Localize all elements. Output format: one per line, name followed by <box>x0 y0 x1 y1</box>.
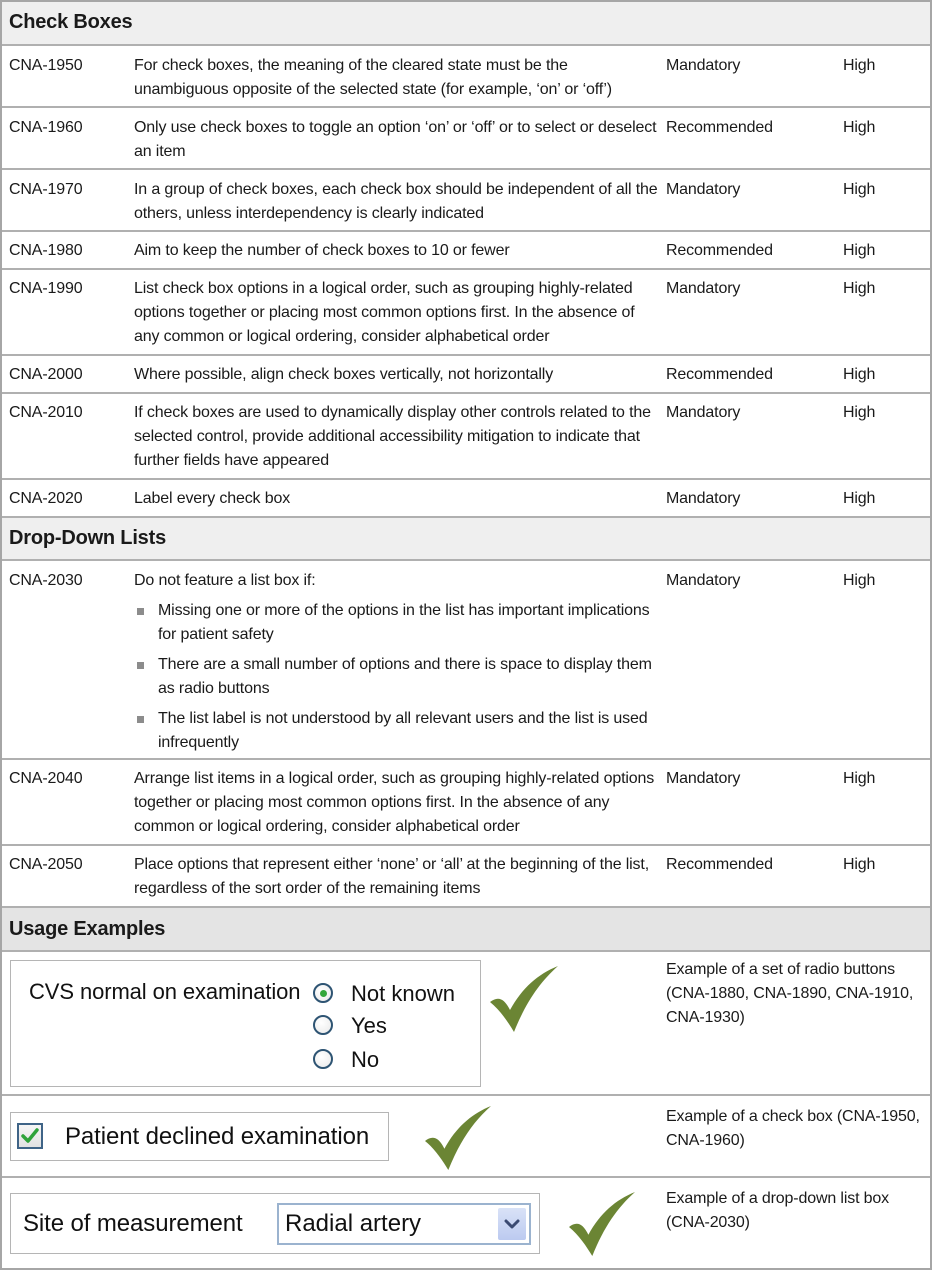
dropdown-label: Site of measurement <box>23 1210 243 1237</box>
requirement-id: CNA-1950 <box>9 57 83 74</box>
radio-group-label: CVS normal on examination <box>29 979 301 1004</box>
requirement-type: Recommended <box>666 242 773 259</box>
requirement-type: Mandatory <box>666 404 741 421</box>
requirement-id: CNA-2020 <box>9 490 83 507</box>
requirement-priority: High <box>843 242 876 259</box>
table-row <box>2 760 930 846</box>
requirement-priority: High <box>843 181 876 198</box>
site-of-measurement-select[interactable] <box>277 1203 531 1245</box>
table-row <box>2 170 930 232</box>
requirement-type: Mandatory <box>666 280 741 297</box>
requirement-id: CNA-1980 <box>9 242 83 259</box>
check-mark-icon <box>422 1106 494 1172</box>
requirement-priority: High <box>843 119 876 136</box>
patient-declined-checkbox[interactable] <box>17 1123 43 1149</box>
requirement-type: Recommended <box>666 366 773 383</box>
bullet-item: The list label is not understood by all relevant users and the list is used infrequently <box>134 707 654 755</box>
example-row-drop-down <box>2 1178 930 1270</box>
table-row <box>2 561 930 760</box>
table-row <box>2 846 930 908</box>
requirement-priority: High <box>843 490 876 507</box>
example-description: Example of a check box (CNA-1950, CNA-1960) <box>666 1108 920 1149</box>
requirement-priority: High <box>843 280 876 297</box>
radio-yes[interactable] <box>313 1015 333 1035</box>
requirement-text: List check box options in a logical order, such as grouping highly-related options together or placing most common options first. In the absence of any common or logical ordering, consider alphabetical order <box>134 280 635 345</box>
requirement-id: CNA-1970 <box>9 181 83 198</box>
checkbox-label: Patient declined examination <box>65 1123 370 1150</box>
table-row <box>2 46 930 108</box>
radio-not-known[interactable] <box>313 983 333 1003</box>
requirement-text: Where possible, align check boxes vertically, not horizontally <box>134 366 554 383</box>
square-bullet-icon <box>137 716 144 723</box>
requirement-text: If check boxes are used to dynamically display other controls related to the selected control, provide additional accessibility mitigation to indicate that further fields have appeared <box>134 404 651 469</box>
table-row <box>2 356 930 394</box>
bullet-item: There are a small number of options and there is space to display them as radio buttons <box>134 653 654 701</box>
requirement-priority: High <box>843 856 876 873</box>
radio-no[interactable] <box>313 1049 333 1069</box>
section-header-drop-down-lists <box>2 518 930 561</box>
section-title: Usage Examples <box>9 918 166 940</box>
requirement-priority: High <box>843 57 876 74</box>
requirement-priority: High <box>843 572 876 589</box>
section-title: Drop-Down Lists <box>9 527 166 549</box>
radio-group-mockup <box>10 960 481 1087</box>
requirement-text: Place options that represent either ‘none’ or ‘all’ at the beginning of the list, regardless of the sort order of the remaining items <box>134 856 649 897</box>
check-mark-icon <box>566 1192 638 1258</box>
requirement-text: Do not feature a list box if: <box>134 572 316 589</box>
check-mark-icon <box>488 966 560 1034</box>
radio-label: Yes <box>351 1013 387 1038</box>
requirement-text: Label every check box <box>134 490 291 507</box>
requirement-id: CNA-2030 <box>9 572 83 589</box>
requirement-id: CNA-2000 <box>9 366 83 383</box>
square-bullet-icon <box>137 608 144 615</box>
example-row-radio-buttons <box>2 952 930 1096</box>
square-bullet-icon <box>137 662 144 669</box>
requirement-id: CNA-1990 <box>9 280 83 297</box>
bullet-list <box>134 599 654 755</box>
requirement-text: Only use check boxes to toggle an option ‘on’ or ‘off’ or to select or deselect an item <box>134 119 657 160</box>
requirement-priority: High <box>843 366 876 383</box>
requirement-priority: High <box>843 770 876 787</box>
requirement-type: Mandatory <box>666 181 741 198</box>
table-row <box>2 480 930 518</box>
table-row <box>2 270 930 356</box>
example-description: Example of a set of radio buttons (CNA-1880, CNA-1890, CNA-1910, CNA-1930) <box>666 961 914 1026</box>
radio-label: No <box>351 1047 380 1072</box>
section-header-usage-examples <box>2 908 930 952</box>
requirement-id: CNA-2010 <box>9 404 83 421</box>
example-row-check-box <box>2 1096 930 1178</box>
requirement-id: CNA-1960 <box>9 119 83 136</box>
radio-label: Not known <box>351 981 455 1006</box>
requirement-id: CNA-2040 <box>9 770 83 787</box>
requirement-type: Mandatory <box>666 57 741 74</box>
requirement-type: Mandatory <box>666 572 741 589</box>
requirement-text: Arrange list items in a logical order, such as grouping highly-related options together or placing most common options first. In the absence of any common or logical ordering, consider alphabetical order <box>134 770 655 835</box>
requirement-type: Mandatory <box>666 770 741 787</box>
checkbox-mockup <box>10 1112 389 1161</box>
table-row <box>2 108 930 170</box>
dropdown-mockup <box>10 1193 540 1254</box>
table-row <box>2 232 930 270</box>
checkbox-tick-icon <box>19 1125 41 1147</box>
requirement-priority: High <box>843 404 876 421</box>
chevron-down-icon <box>498 1208 526 1240</box>
bullet-item: Missing one or more of the options in the list has important implications for patient safety <box>134 599 654 647</box>
section-title: Check Boxes <box>9 11 133 33</box>
requirement-type: Recommended <box>666 119 773 136</box>
requirement-text-block <box>134 569 654 761</box>
requirement-id: CNA-2050 <box>9 856 83 873</box>
select-value: Radial artery <box>285 1210 422 1237</box>
dropdown-button[interactable] <box>498 1208 526 1240</box>
requirement-type: Recommended <box>666 856 773 873</box>
example-description: Example of a drop-down list box (CNA-2030) <box>666 1190 890 1231</box>
requirement-text: Aim to keep the number of check boxes to 10 or fewer <box>134 242 510 259</box>
requirement-type: Mandatory <box>666 490 741 507</box>
requirement-text: For check boxes, the meaning of the cleared state must be the unambiguous opposite of the selected state (for example, ‘on’ or ‘off’) <box>134 57 612 98</box>
section-header-check-boxes <box>2 2 930 46</box>
requirement-text: In a group of check boxes, each check box should be independent of all the others, unless interdependency is clearly indicated <box>134 181 658 222</box>
table-row <box>2 394 930 480</box>
